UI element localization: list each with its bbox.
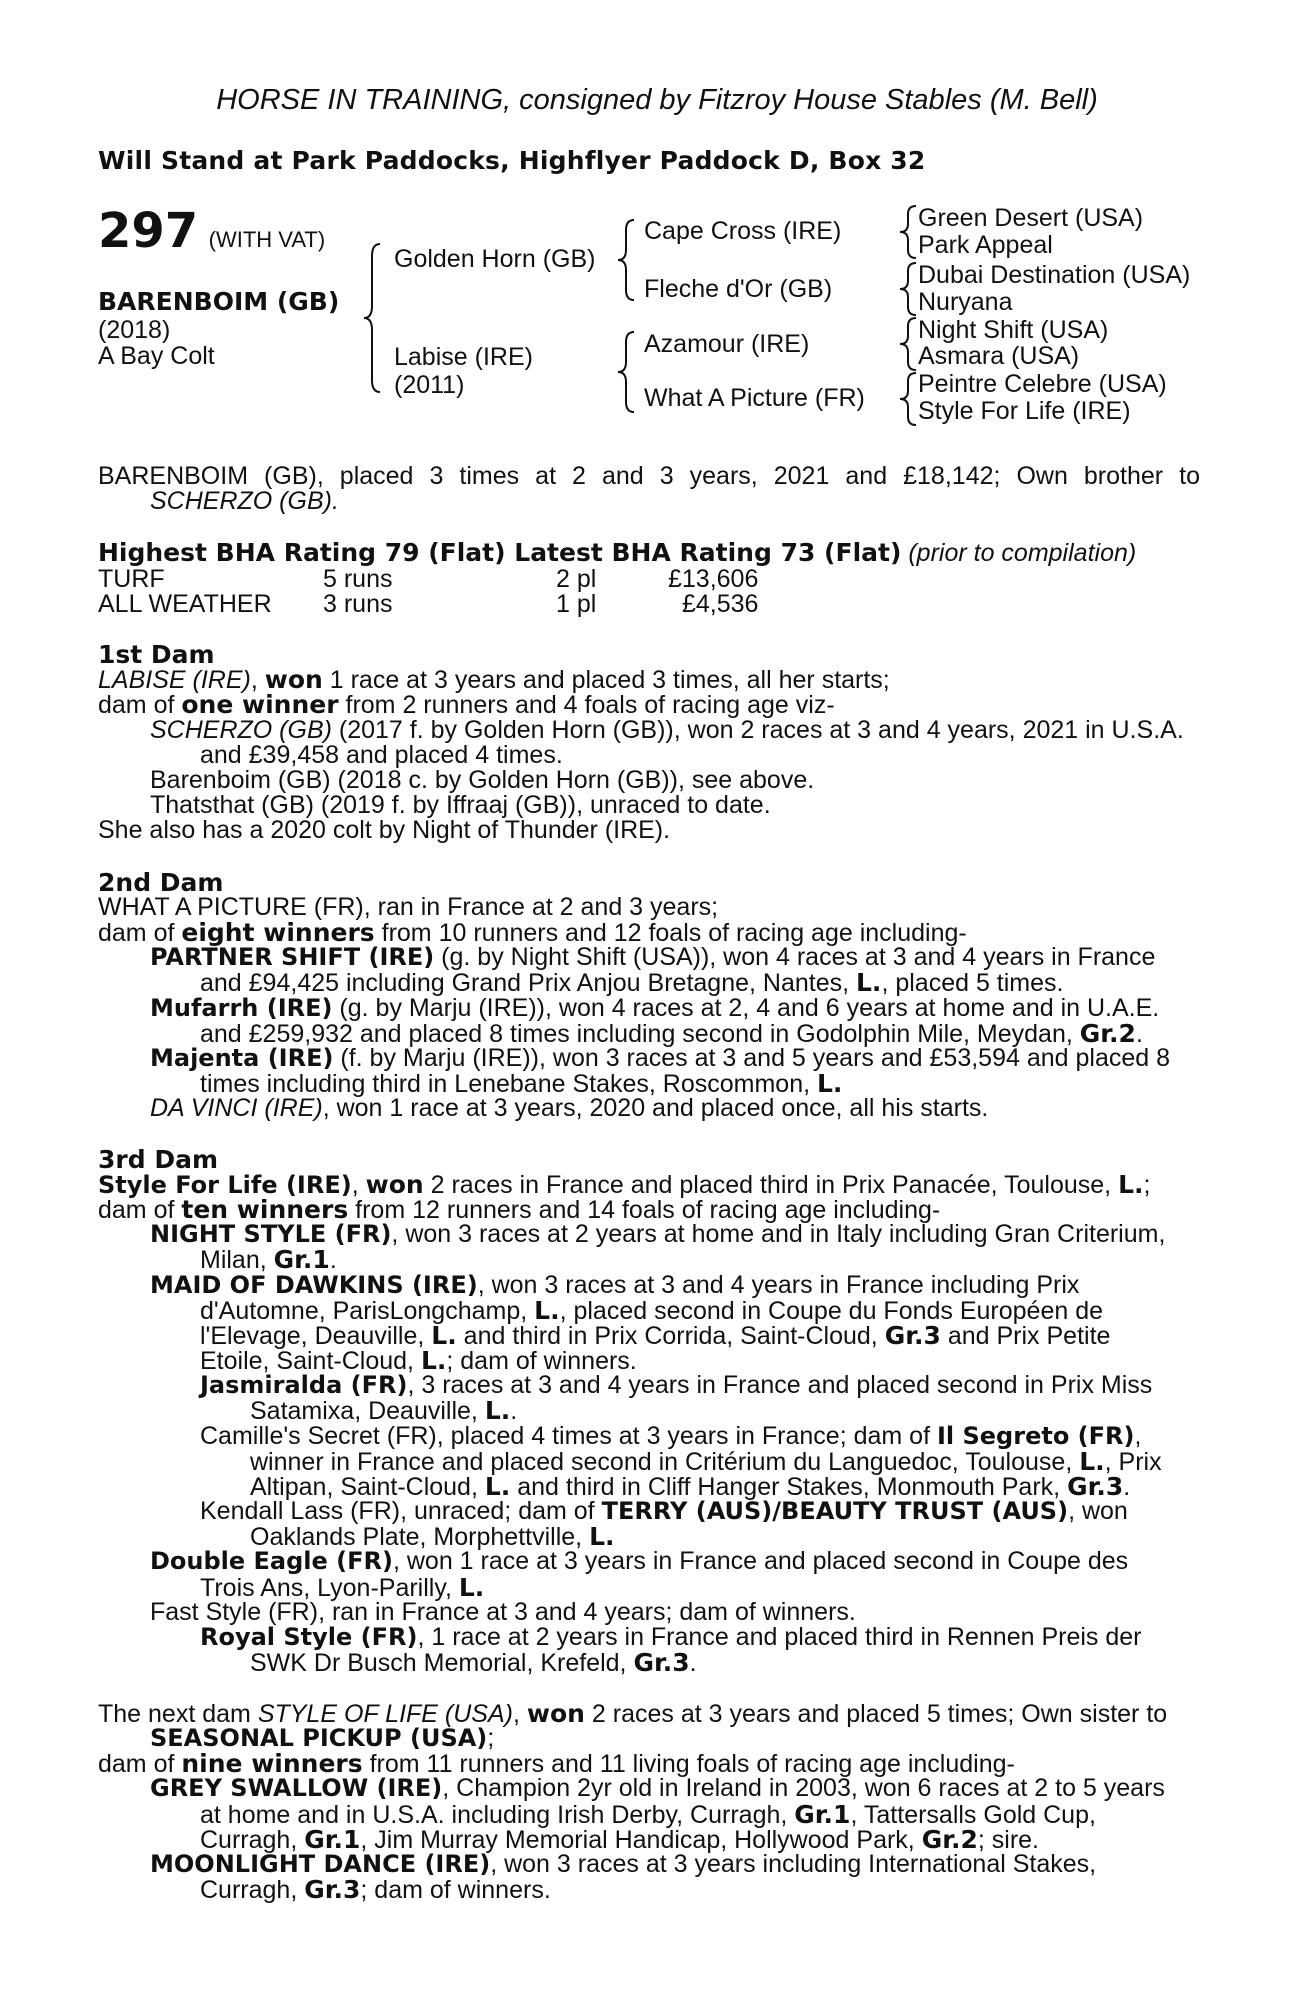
nextdam-line: The next dam STYLE OF LIFE (USA), won 2 races at 3 years and placed 5 times; Own sister to	[98, 1699, 1168, 1728]
pedigree-sire-dam: Fleche d'Or (GB)	[644, 275, 833, 303]
pedigree-dam-dam: What A Picture (FR)	[644, 384, 865, 412]
pedigree-sire-sire: Cape Cross (IRE)	[644, 217, 842, 245]
pedigree-g7: Peintre Celebre (USA)	[918, 370, 1167, 398]
nextdam-line: MOONLIGHT DANCE (IRE), won 3 races at 3 years including International Stakes,	[150, 1850, 1097, 1878]
horse-name: BARENBOIM (GB)	[98, 287, 340, 316]
dam3-line: Kendall Lass (FR), unraced; dam of TERRY (AUS)/BEAUTY TRUST (AUS), won	[200, 1497, 1128, 1525]
dam3-line: dam of ten winners from 12 runners and 14 foals of racing age including-	[98, 1195, 941, 1224]
nextdam-line: SEASONAL PICKUP (USA);	[150, 1724, 495, 1752]
dam1-line: SCHERZO (GB) (2017 f. by Golden Horn (GB)), won 2 races at 3 and 4 years, 2021 in U.S.A.	[150, 716, 1184, 744]
rating-placings: 1 pl	[556, 590, 597, 618]
dam3-line: d'Automne, ParisLongchamp, L., placed second in Coupe du Fonds Européen de	[200, 1296, 1104, 1325]
dam3-line: Style For Life (IRE), won 2 races in France and placed third in Prix Panacée, Toulouse, L.;	[98, 1170, 1151, 1199]
summary-brother: SCHERZO (GB).	[150, 487, 339, 515]
vat-label: (WITH VAT)	[208, 227, 326, 252]
rating-heading: Highest BHA Rating 79 (Flat) Latest BHA Rating 73 (Flat) (prior to compilation)	[98, 538, 1137, 567]
dam3-line: l'Elevage, Deauville, L. and third in Prix Corrida, Saint-Cloud, Gr.3 and Prix Petite	[200, 1321, 1111, 1350]
horse-sex-colour: A Bay Colt	[98, 342, 215, 370]
pedigree-g2: Park Appeal	[918, 231, 1053, 259]
dam2-line: Mufarrh (IRE) (g. by Marju (IRE)), won 4 races at 2, 4 and 6 years at home and in U.A.E.	[150, 994, 1160, 1022]
dam2-line: DA VINCI (IRE), won 1 race at 3 years, 2020 and placed once, all his starts.	[150, 1094, 989, 1122]
horse-year: (2018)	[98, 316, 171, 344]
dam1-line: dam of one winner from 2 runners and 4 foals of racing age viz-	[98, 690, 835, 719]
dam1-line: LABISE (IRE), won 1 race at 3 years and placed 3 times, all her starts;	[98, 665, 890, 694]
rating-runs: 5 runs	[323, 565, 393, 593]
nextdam-line: at home and in U.S.A. including Irish Derby, Curragh, Gr.1, Tattersalls Gold Cup,	[200, 1800, 1096, 1829]
dam2-line: WHAT A PICTURE (FR), ran in France at 2 and 3 years;	[98, 893, 719, 921]
dam3-line: MAID OF DAWKINS (IRE), won 3 races at 3 and 4 years in France including Prix	[150, 1271, 1080, 1299]
pedigree-dam: Labise (IRE)	[394, 343, 533, 371]
dam2-heading: 2nd Dam	[98, 868, 224, 897]
lot-number-block	[98, 203, 325, 259]
pedigree-g6: Asmara (USA)	[918, 342, 1080, 370]
dam3-heading: 3rd Dam	[98, 1145, 218, 1174]
stand-location: Will Stand at Park Paddocks, Highflyer Paddock D, Box 32	[98, 146, 926, 175]
dam1-line: and £39,458 and placed 4 times.	[200, 741, 563, 769]
pedigree-g3: Dubai Destination (USA)	[918, 261, 1191, 289]
dam3-line: Royal Style (FR), 1 race at 2 years in France and placed third in Rennen Preis der	[200, 1623, 1142, 1651]
rating-surface: TURF	[98, 565, 165, 593]
dam3-line: Trois Ans, Lyon-Parilly, L.	[200, 1573, 485, 1602]
nextdam-line: dam of nine winners from 11 runners and 11 living foals of racing age including-	[98, 1749, 1015, 1778]
nextdam-line: Curragh, Gr.3; dam of winners.	[200, 1875, 551, 1904]
dam3-line: Altipan, Saint-Cloud, L. and third in Cliff Hanger Stakes, Monmouth Park, Gr.3.	[250, 1472, 1131, 1501]
consignor-header: HORSE IN TRAINING, consigned by Fitzroy House Stables (M. Bell)	[216, 84, 1098, 116]
dam2-line: Majenta (IRE) (f. by Marju (IRE)), won 3 races at 3 and 5 years and £53,594 and placed 8	[150, 1044, 1171, 1072]
pedigree-g5: Night Shift (USA)	[918, 316, 1109, 344]
pedigree-dam-sire: Azamour (IRE)	[644, 330, 810, 358]
dam3-line: Milan, Gr.1.	[200, 1245, 337, 1274]
dam1-line: She also has a 2020 colt by Night of Thunder (IRE).	[98, 816, 671, 844]
rating-placings: 2 pl	[556, 565, 597, 593]
rating-runs: 3 runs	[323, 590, 393, 618]
pedigree-g1: Green Desert (USA)	[918, 204, 1144, 232]
dam1-line: Thatsthat (GB) (2019 f. by Iffraaj (GB)), unraced to date.	[150, 791, 771, 819]
dam2-line: dam of eight winners from 10 runners and 12 foals of racing age including-	[98, 918, 967, 947]
dam2-line: times including third in Lenebane Stakes, Roscommon, L.	[200, 1069, 843, 1098]
dam3-line: Double Eagle (FR), won 1 race at 3 years in France and placed second in Coupe des	[150, 1547, 1129, 1575]
lot-number: 297	[98, 203, 199, 259]
nextdam-line: GREY SWALLOW (IRE), Champion 2yr old in Ireland in 2003, won 6 races at 2 to 5 years	[150, 1774, 1165, 1802]
rating-prize: £4,536	[682, 590, 759, 618]
dam1-line: Barenboim (GB) (2018 c. by Golden Horn (GB)), see above.	[150, 766, 815, 794]
summary-line: BARENBOIM (GB), placed 3 times at 2 and 3 years, 2021 and £18,142; Own brother to	[98, 462, 1200, 490]
dam3-line: winner in France and placed second in Critérium du Languedoc, Toulouse, L., Prix	[250, 1447, 1162, 1476]
dam3-line: Camille's Secret (FR), placed 4 times at 3 years in France; dam of Il Segreto (FR),	[200, 1422, 1142, 1450]
dam3-line: Satamixa, Deauville, L..	[250, 1396, 518, 1425]
pedigree-g8: Style For Life (IRE)	[918, 397, 1131, 425]
dam3-line: Jasmiralda (FR), 3 races at 3 and 4 years in France and placed second in Prix Miss	[200, 1371, 1153, 1399]
rating-prize: £13,606	[668, 565, 759, 593]
dam2-line: and £259,932 and placed 8 times including second in Godolphin Mile, Meydan, Gr.2.	[200, 1019, 1143, 1048]
dam3-line: Etoile, Saint-Cloud, L.; dam of winners.	[200, 1346, 637, 1375]
pedigree-g4: Nuryana	[918, 288, 1013, 316]
pedigree-dam-year: (2011)	[394, 371, 465, 399]
dam1-heading: 1st Dam	[98, 640, 215, 669]
dam2-line: PARTNER SHIFT (IRE) (g. by Night Shift (USA)), won 4 races at 3 and 4 years in France	[150, 943, 1156, 971]
rating-surface: ALL WEATHER	[98, 590, 272, 618]
pedigree-sire: Golden Horn (GB)	[394, 245, 596, 273]
dam3-line: Fast Style (FR), ran in France at 3 and 4 years; dam of winners.	[150, 1598, 856, 1626]
dam3-line: NIGHT STYLE (FR), won 3 races at 2 years at home and in Italy including Gran Criterium,	[150, 1220, 1166, 1248]
dam3-line: SWK Dr Busch Memorial, Krefeld, Gr.3.	[250, 1648, 697, 1677]
dam3-line: Oaklands Plate, Morphettville, L.	[250, 1522, 615, 1551]
dam2-line: and £94,425 including Grand Prix Anjou Bretagne, Nantes, L., placed 5 times.	[200, 968, 1064, 997]
nextdam-line: Curragh, Gr.1, Jim Murray Memorial Handicap, Hollywood Park, Gr.2; sire.	[200, 1825, 1039, 1854]
